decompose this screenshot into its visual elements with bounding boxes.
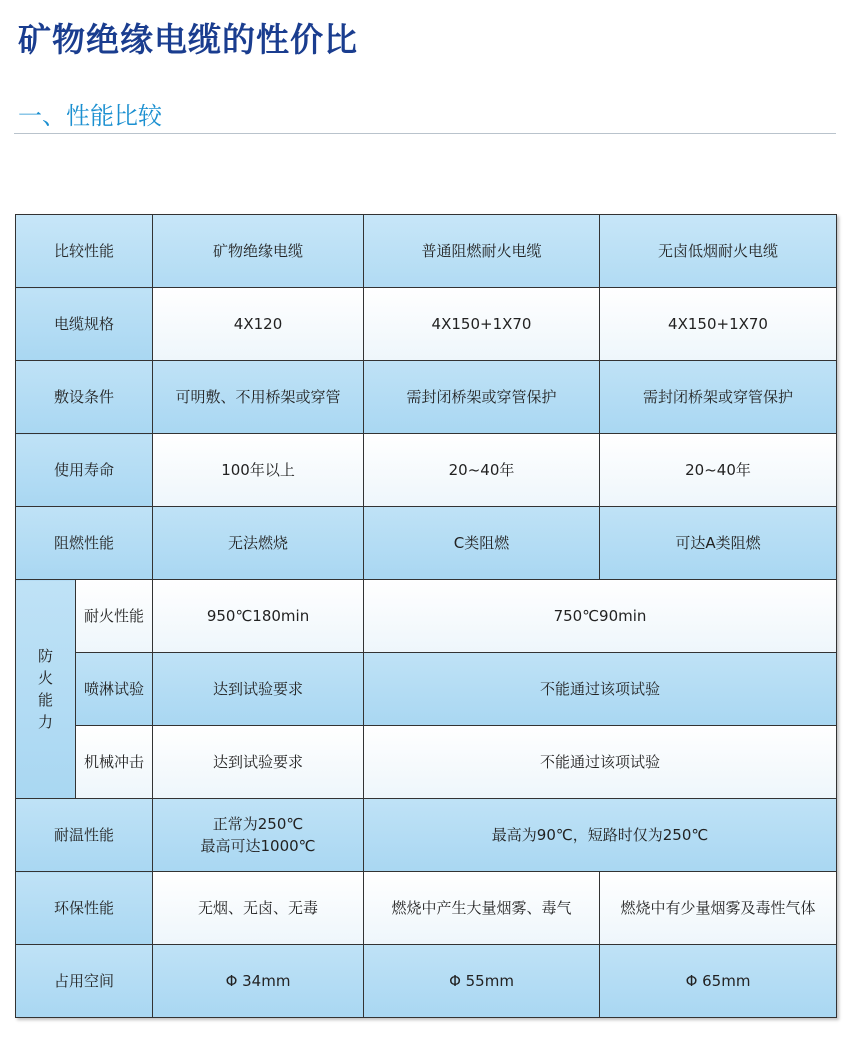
- table-row: [16, 653, 837, 726]
- table-cell: 可达A类阻燃: [600, 507, 837, 580]
- row-label: 耐温性能: [16, 799, 153, 872]
- table-cell: 100年以上: [153, 434, 364, 507]
- table-row: [16, 945, 837, 1018]
- header-cell: 矿物绝缘电缆: [153, 215, 364, 288]
- row-label: 环保性能: [16, 872, 153, 945]
- table-cell: C类阻燃: [364, 507, 600, 580]
- table-row: [16, 507, 837, 580]
- fire-group-char: 力: [37, 713, 53, 731]
- sub-row-label: 喷淋试验: [76, 653, 153, 726]
- table-cell: 最高为90℃，短路时仅为250℃: [364, 799, 837, 872]
- table-row: [16, 872, 837, 945]
- table-cell: 950℃180min: [153, 580, 364, 653]
- table-cell: 4X120: [153, 288, 364, 361]
- temp-line: 最高可达1000℃: [200, 837, 316, 855]
- row-label: 使用寿命: [16, 434, 153, 507]
- row-label: 阻燃性能: [16, 507, 153, 580]
- page-title: 矿物绝缘电缆的性价比: [18, 20, 358, 59]
- table-cell: 需封闭桥架或穿管保护: [600, 361, 837, 434]
- table-cell: 不能通过该项试验: [364, 653, 837, 726]
- header-cell: 无卤低烟耐火电缆: [600, 215, 837, 288]
- table-cell: Φ 55mm: [364, 945, 600, 1018]
- fire-group-label: [16, 580, 76, 799]
- table-cell: 不能通过该项试验: [364, 726, 837, 799]
- table-row: [16, 799, 837, 872]
- table-cell: [153, 799, 364, 872]
- fire-group-char: 能: [37, 691, 53, 709]
- comparison-table: [15, 214, 837, 1018]
- table-cell: 750℃90min: [364, 580, 837, 653]
- header-cell: 比较性能: [16, 215, 153, 288]
- table-cell: 燃烧中产生大量烟雾、毒气: [364, 872, 600, 945]
- table-header-row: [16, 215, 837, 288]
- table-cell: 4X150+1X70: [600, 288, 837, 361]
- row-label: 占用空间: [16, 945, 153, 1018]
- fire-group-char: 防: [37, 647, 53, 665]
- table-cell: 20~40年: [364, 434, 600, 507]
- table-cell: 达到试验要求: [153, 653, 364, 726]
- section-title: 一、性能比较: [18, 102, 162, 130]
- table-cell: 可明敷、不用桥架或穿管: [153, 361, 364, 434]
- table-row: [16, 288, 837, 361]
- header-cell: 普通阻燃耐火电缆: [364, 215, 600, 288]
- table-row: [16, 726, 837, 799]
- table-cell: 无法燃烧: [153, 507, 364, 580]
- section-divider: [14, 133, 836, 134]
- sub-row-label: 机械冲击: [76, 726, 153, 799]
- table-cell: 达到试验要求: [153, 726, 364, 799]
- row-label: 电缆规格: [16, 288, 153, 361]
- row-label: 敷设条件: [16, 361, 153, 434]
- table-cell: 4X150+1X70: [364, 288, 600, 361]
- table-row: [16, 434, 837, 507]
- table-cell: Φ 65mm: [600, 945, 837, 1018]
- temp-line: 正常为250℃: [212, 815, 304, 833]
- table-row: [16, 580, 837, 653]
- table-cell: 20~40年: [600, 434, 837, 507]
- table-cell: 需封闭桥架或穿管保护: [364, 361, 600, 434]
- table-cell: Φ 34mm: [153, 945, 364, 1018]
- table-cell: 无烟、无卤、无毒: [153, 872, 364, 945]
- sub-row-label: 耐火性能: [76, 580, 153, 653]
- table-cell: 燃烧中有少量烟雾及毒性气体: [600, 872, 837, 945]
- table-row: [16, 361, 837, 434]
- fire-group-char: 火: [37, 669, 53, 687]
